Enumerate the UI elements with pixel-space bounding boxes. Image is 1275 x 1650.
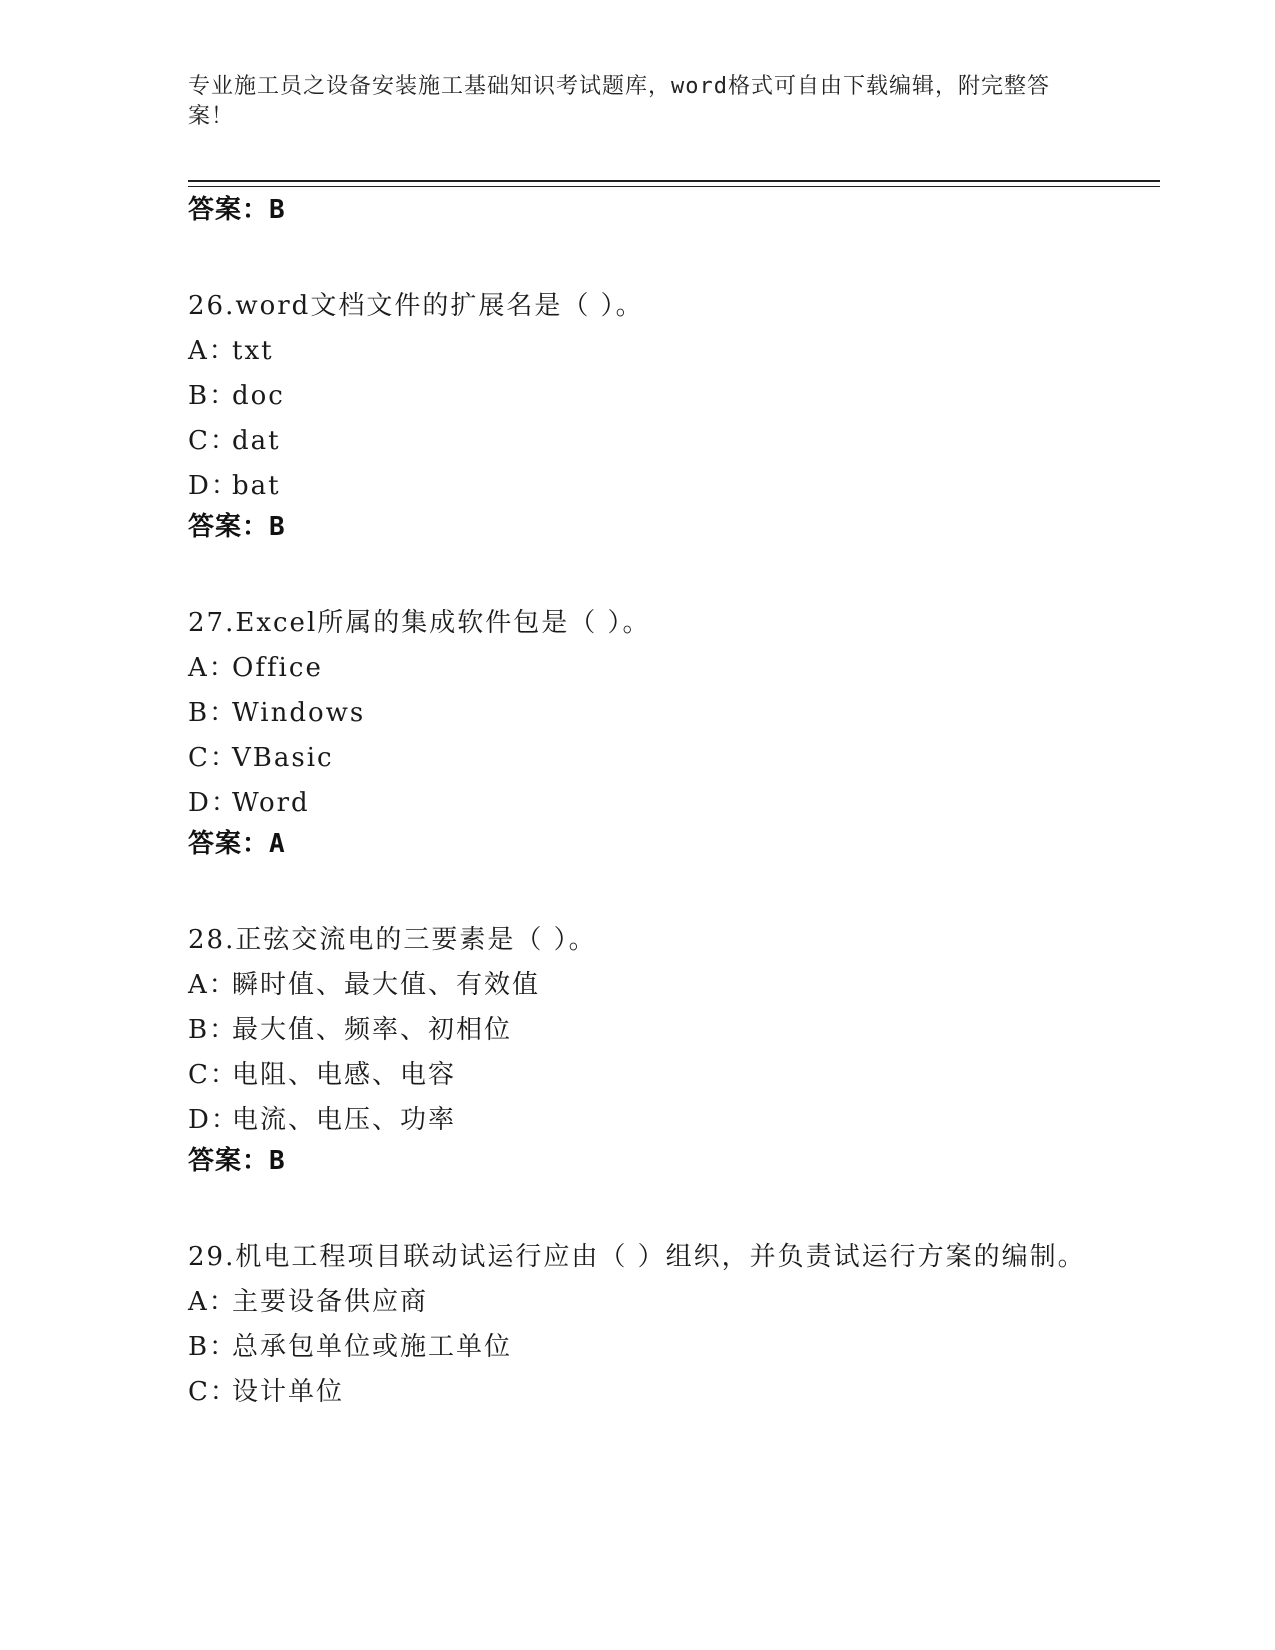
option-text: bat <box>232 471 281 501</box>
option-text: VBasic <box>232 743 334 773</box>
answer-line: 答案：B <box>188 195 286 225</box>
question-block <box>188 601 1148 862</box>
option-key: A： <box>188 336 237 366</box>
option-text: 瞬时值、最大值、有效值 <box>232 970 541 1000</box>
option-key: D： <box>188 788 239 818</box>
option-key: C： <box>188 426 238 456</box>
option-c <box>188 1370 1148 1415</box>
option-text: Windows <box>232 698 366 728</box>
option-a <box>188 329 1148 374</box>
answer-line: 答案：A <box>188 829 286 859</box>
option-a <box>188 963 1148 1008</box>
question-text: 26.word文档文件的扩展名是（ ）。 <box>188 291 644 321</box>
option-key: A： <box>188 970 237 1000</box>
option-key: B： <box>188 1015 238 1045</box>
option-a <box>188 1280 1148 1325</box>
option-text: 设计单位 <box>232 1377 345 1407</box>
question-block <box>188 918 1148 1179</box>
option-c <box>188 736 1148 781</box>
option-d <box>188 464 1148 509</box>
option-key: C： <box>188 1060 238 1090</box>
option-text: 电流、电压、功率 <box>232 1105 457 1135</box>
option-text: 总承包单位或施工单位 <box>232 1332 513 1362</box>
answer-line: 答案：B <box>188 512 286 542</box>
question-list <box>188 192 1148 1415</box>
question-block <box>188 1235 1148 1415</box>
option-key: D： <box>188 1105 239 1135</box>
option-key: B： <box>188 698 238 728</box>
option-c <box>188 419 1148 464</box>
option-text: 主要设备供应商 <box>232 1287 429 1317</box>
option-text: 最大值、频率、初相位 <box>232 1015 513 1045</box>
option-d <box>188 781 1148 826</box>
option-c <box>188 1053 1148 1098</box>
option-key: C： <box>188 1377 238 1407</box>
question-text: 28.正弦交流电的三要素是（ ）。 <box>188 925 597 955</box>
option-text: txt <box>232 336 274 366</box>
option-b <box>188 374 1148 419</box>
option-key: D： <box>188 471 239 501</box>
option-key: B： <box>188 381 238 411</box>
document-header: 专业施工员之设备安装施工基础知识考试题库，word格式可自由下载编辑，附完整答案！ <box>188 74 1050 129</box>
option-key: C： <box>188 743 238 773</box>
answer-line: 答案：B <box>188 1146 286 1176</box>
option-key: A： <box>188 1287 237 1317</box>
option-key: A： <box>188 653 237 683</box>
option-b <box>188 1325 1148 1370</box>
option-d <box>188 1098 1148 1143</box>
question-block <box>188 284 1148 545</box>
option-text: dat <box>232 426 281 456</box>
option-text: doc <box>232 381 285 411</box>
option-key: B： <box>188 1332 238 1362</box>
option-b <box>188 691 1148 736</box>
option-text: Word <box>232 788 310 818</box>
question-text: 27.Excel所属的集成软件包是（ ）。 <box>188 608 651 638</box>
header-divider <box>188 180 1160 187</box>
option-b <box>188 1008 1148 1053</box>
question-text: 29.机电工程项目联动试运行应由（ ）组织，并负责试运行方案的编制。 <box>188 1242 1086 1272</box>
option-text: 电阻、电感、电容 <box>232 1060 457 1090</box>
option-text: Office <box>232 653 323 683</box>
option-a <box>188 646 1148 691</box>
